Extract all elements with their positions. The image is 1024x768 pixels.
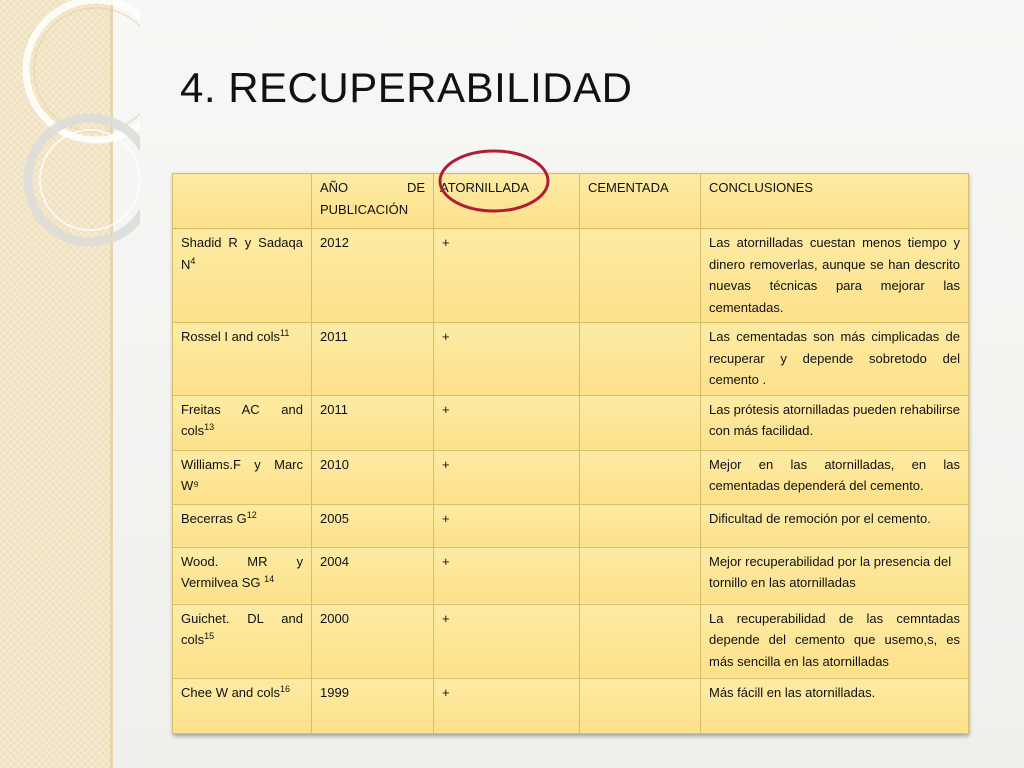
atornillada-cell: +	[434, 504, 580, 547]
author-cell: Rossel I and cols$^{11}$	[173, 323, 312, 396]
year-cell: 2005	[312, 504, 434, 547]
reference-number: 12	[246, 509, 257, 520]
table-row	[173, 323, 969, 396]
cementada-cell	[580, 604, 701, 678]
reference-number: 14	[264, 574, 275, 584]
author-cell: Shadid R y Sadaqa $N^4$	[173, 229, 312, 323]
cementada-cell	[580, 450, 701, 504]
author-cell: Becerras $G^{12}$	[173, 504, 312, 547]
author-cell: Guichet. DL and cols$^{15}$	[173, 604, 312, 678]
cementada-cell	[580, 323, 701, 396]
year-cell: 1999	[312, 678, 434, 733]
year-cell: 2010	[312, 450, 434, 504]
atornillada-cell: +	[434, 547, 580, 604]
cementada-cell	[580, 395, 701, 450]
table-row	[173, 504, 969, 547]
table-row	[173, 229, 969, 323]
decorative-rings	[0, 0, 140, 300]
author-cell: Freitas AC and cols$^{13}$	[173, 395, 312, 450]
table-header-row	[173, 174, 969, 229]
cementada-cell	[580, 678, 701, 733]
table-row	[173, 450, 969, 504]
reference-number: 11	[280, 328, 290, 338]
cementada-cell	[580, 229, 701, 323]
conclusion-cell: Las cementadas son más cimplicadas de recuperar y depende sobretodo del cemento .	[701, 323, 969, 396]
header-cell-conclusiones: CONCLUSIONES	[701, 174, 969, 229]
comparison-table-container	[172, 173, 968, 734]
author-cell: Wood. MR y Vermilvea SG $^{14}$	[173, 547, 312, 604]
conclusion-cell: Las atornilladas cuestan menos tiempo y dinero removerlas, aunque se han descrito nuevas técnicas para mejorar las cementadas.	[701, 229, 969, 323]
slide-title: 4. RECUPERABILIDAD	[180, 64, 633, 111]
year-cell: 2012	[312, 229, 434, 323]
conclusion-cell: La recuperabilidad de las cemntadas depende del cemento que usemo,s, es más sencilla en las atornilladas	[701, 604, 969, 678]
conclusion-cell: Dificultad de remoción por el cemento.	[701, 504, 969, 547]
conclusion-cell: Mejor recuperabilidad por la presencia del tornillo en las atornilladas	[701, 547, 969, 604]
cementada-cell	[580, 547, 701, 604]
header-cell-atornillada: ATORNILLADA	[434, 174, 580, 229]
atornillada-cell: +	[434, 604, 580, 678]
recuperability-table	[172, 173, 969, 734]
author-cell: Williams.F y Marc W⁹	[173, 450, 312, 504]
atornillada-cell: +	[434, 229, 580, 323]
reference-number: 15	[204, 631, 215, 641]
table-row	[173, 678, 969, 733]
atornillada-cell: +	[434, 450, 580, 504]
conclusion-cell: Mejor en las atornilladas, en las cementadas dependerá del cemento.	[701, 450, 969, 504]
year-cell: 2004	[312, 547, 434, 604]
year-cell: 2011	[312, 323, 434, 396]
atornillada-cell: +	[434, 323, 580, 396]
reference-number: 4	[190, 255, 196, 266]
cementada-cell	[580, 504, 701, 547]
reference-number: 13	[204, 422, 215, 432]
conclusion-cell: Las prótesis atornilladas pueden rehabilirse con más facilidad.	[701, 395, 969, 450]
header-cell-empty	[173, 174, 312, 229]
reference-number: 16	[280, 683, 291, 694]
header-cell-cementada: CEMENTADA	[580, 174, 701, 229]
table-row	[173, 604, 969, 678]
table-row	[173, 547, 969, 604]
author-cell: Chee W and cols$^{16}$	[173, 678, 312, 733]
table-row	[173, 395, 969, 450]
year-cell: 2000	[312, 604, 434, 678]
atornillada-cell: +	[434, 395, 580, 450]
highlight-circle	[437, 148, 551, 214]
atornillada-cell: +	[434, 678, 580, 733]
header-cell-year: AÑO DE PUBLICACIÓN	[312, 174, 434, 229]
year-cell: 2011	[312, 395, 434, 450]
conclusion-cell: Más fácill en las atornilladas.	[701, 678, 969, 733]
